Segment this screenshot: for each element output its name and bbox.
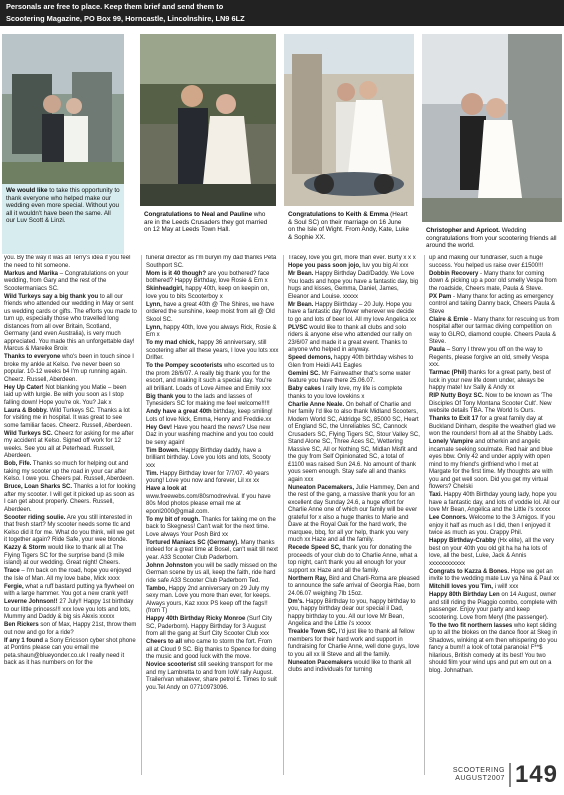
caption-title: Congratulations to Keith & Emma xyxy=(288,211,389,218)
wedding-photo-image xyxy=(422,34,562,222)
personal-ad xyxy=(4,354,137,384)
banner-line-1: Personals are free to place. Keep them brief and send them to xyxy=(6,2,224,11)
personal-ad-text: (Surf City SC, Paderborn). Happy Birthday for 3 August from all the gang at Surf City Scooter Club xxx xyxy=(146,616,273,637)
wedding-photo-image xyxy=(284,34,414,206)
personal-ad xyxy=(429,569,560,584)
personal-ad-heading: Mr Bean. xyxy=(288,301,314,308)
personal-ad-heading: Skinheadgirl, xyxy=(146,286,184,292)
personal-ad-text: Julie Hammey, Den and the rest of the gang, a massive thank you for an excellent day Sunday 24.6, a huge effort for Charlie Anne one of which our family will be ever grateful for x also a huge thanks to Marie and Dave at the Royal Oak for the hard work, the marquee, bbq, for all yor help, thank you very much xx Haze and all the family. xyxy=(288,484,420,543)
personal-ad-heading: Happy 80th Birthday Len xyxy=(429,592,500,598)
personal-ad-text: who kept sliding up to all the blokes on the dance floor at Skeg in Shadows, winking at em then whispering do you fancy a bum!! a look of total paranoia! F**$ hilarious, British comedy at its best! You two should film your wind ups and put em out on a blog. Johnathan. xyxy=(429,622,558,674)
personal-ad xyxy=(288,263,420,271)
personal-ad-heading: Leverne Johnson!! xyxy=(4,599,58,605)
personal-ad xyxy=(288,355,420,370)
personal-ad-text: Cheerz for asking for me after my accident at Kelso. Signed off work for 12 weeks. See you all at Peterhead. Russell, Aberdeen. xyxy=(4,430,134,459)
personal-ad-text: thank you for donating the proceeds of your club do to Charlie Anne, what a top night, can't thank you all enough for your support xx Haze and all the family. xyxy=(288,545,418,574)
personal-ad-text: Tracey, love you girl, more than ever. Burty x x x xyxy=(288,255,416,261)
personal-ad xyxy=(288,576,420,599)
column-1 xyxy=(0,255,141,775)
personal-ad-heading: To my mad chick, xyxy=(146,340,196,346)
personal-ad xyxy=(429,584,560,592)
personal-ad-heading: Mitchill loves you Tim, xyxy=(429,584,493,590)
personal-ad-text: Happy Birthday daddy, have a brilliant birthday. Love you lots and lots, Scooty xxx xyxy=(146,447,271,469)
personal-ad xyxy=(4,408,137,431)
personal-ad-text: have a great 40th @ The Shires, we have ordered the sunshine, keep moist from all @ Old Skool SC. xyxy=(146,301,275,323)
personal-ad xyxy=(288,629,420,659)
caption-title: Congratulations to Neal and Pauline xyxy=(144,211,253,218)
personal-ad xyxy=(429,492,560,515)
personal-ad-text: Happy Birthday Dad/Daddy. We Love You loads and hope you have a fantastic day, big hugs and kisses, Gemma, Daniel, James, Eleanor and Louise. xxxxx xyxy=(288,271,419,300)
personal-ad xyxy=(4,584,137,599)
personal-ad-heading: Mr Bean. xyxy=(288,271,314,277)
personal-ad xyxy=(288,485,420,545)
personal-ad xyxy=(146,517,279,540)
personal-ad-text: Have you heard the news? Use new Daz in your washing machine and you too could be sexy again! xyxy=(146,424,274,446)
photo-caption-1 xyxy=(2,184,124,254)
personal-ad-heading: Charlie Anne Neale. xyxy=(288,401,345,408)
personal-ad xyxy=(146,325,279,340)
personal-ad-heading: Congrats to Kazza & Bones. xyxy=(429,568,510,575)
personal-ad-heading: Lynn, xyxy=(146,324,162,331)
personal-ad-heading: Tambo, xyxy=(146,585,167,592)
personal-ad-text: and otherkin and angelic incarnate seeking soulmate. Red hair and blue eyes bbw. Only 42 and under apply with open mind to my friend's girlfriend who I met at Margate for the first time. My thoughts are with you and get well soon. Did you get my virtual flowers? Chelski xyxy=(429,439,553,490)
personal-ad-heading: Happy 40th Birthday Ricky Monroe xyxy=(146,616,246,622)
personal-ad-text: still seeking transport for me and my Lambretta to and from IoW rally August. Trailer/van whatever, share petrol £. Times to suit you.Tel Andy on 07710973096. xyxy=(146,662,277,691)
personal-ad-text: www.freewebs.com/80smodrevival. If you have 80s Mod photos please email me at eponl2000@gmail.com. xyxy=(146,493,271,515)
personal-ad xyxy=(4,568,137,583)
personal-ad xyxy=(146,302,279,325)
personal-ad-heading: Ben Rickers xyxy=(4,622,39,628)
personal-ad-heading: Speed demons, xyxy=(288,355,333,361)
personal-ad-text: who's been in touch since I broke my ankle at Kelso. I've never been so popular. 10-12 weeks b4 I'm up running again. Cheerz. Russell, Aberdeen. xyxy=(4,354,134,383)
personal-ad-text: who escorted us to the prom 28/6/07. A really big thank you for the escort, and making it such a special day. You're all brilliant. Loads of Love Aimee and Emily xxx xyxy=(146,363,275,392)
personals-columns xyxy=(0,255,564,775)
personal-ad-text: – Sorry I threw you off on the way to Regents, please forgive an old, smelly Vespa xxx. xyxy=(429,347,549,368)
personal-ad-heading: Bob, Fife. xyxy=(4,461,32,467)
personal-ad-text: happy 36 anniversary, still scootering after all these years, I love you lots xxx Drifter. xyxy=(146,340,279,361)
personal-ad-heading: Tortured Maniacs SC (Germany). xyxy=(146,539,239,546)
personal-ad xyxy=(288,255,420,263)
personal-ad-heading: Tim. xyxy=(146,470,159,477)
header-banner xyxy=(0,0,564,26)
photo-block-2 xyxy=(140,34,276,254)
personal-ad-heading: RIP Nutty Boyz SC. xyxy=(429,393,484,399)
personal-ad-text: i will! xxx xyxy=(494,584,519,590)
personal-ad-heading: Nuneaton Pacemakers xyxy=(288,659,353,666)
personal-ad xyxy=(146,540,279,563)
personal-ad xyxy=(146,394,279,409)
personal-ad xyxy=(288,271,420,301)
personal-ad xyxy=(429,592,560,622)
wedding-photo-image xyxy=(140,34,276,206)
personal-ad xyxy=(4,255,137,270)
personal-ad xyxy=(4,484,137,514)
personal-ad-heading: Mom is it 40 though? xyxy=(146,270,206,277)
personal-ad-text: Happy 2nd anniversary on 29 July my sexy man. Love you more than ever, for keeps. Always yours, Kaz xxxx PS keep off the fags!! (from T) xyxy=(146,585,271,614)
photo-caption-2 xyxy=(140,208,276,254)
column-2 xyxy=(142,255,283,775)
personal-ad-heading: Thanks to Exit 17 xyxy=(429,416,479,422)
personal-ad xyxy=(429,538,560,568)
personal-ad-heading: Hey Gev! xyxy=(146,424,173,431)
personal-ad-text: On behalf of Charlie and her family I'd like to also thank Midland Scooters, Modern World SC, Aldridge SC, 85000 SC, Heart of England SC, the Unreliables SC, Cannock Crusaders SC, Flying Tigers SC, Stour Valley SC, Stand Alone SC, Three Aces SC, Wettering Massive SC, All or Nothing SC, Midlan Misfit and the guy from Self Opinionated SC, a total of £1100 was raised Sun 24.6. No amount of thank yous seem enough. Stay safe all and thanks again xxx xyxy=(288,401,420,483)
photo-block-3 xyxy=(284,34,414,254)
caption-text: (Heart & Soul SC) on their marriage on 16 June on the Isle of Wight. From Andy, Kate, Luke & Sophie XX. xyxy=(288,211,409,241)
personal-ad xyxy=(146,639,279,662)
personal-ad-heading: PLVSC xyxy=(288,324,308,331)
personal-ad-heading: To the two fit northern lasses xyxy=(429,622,513,629)
personal-ad-heading: Fergie, xyxy=(4,583,24,590)
personal-ad xyxy=(146,448,279,471)
personal-ad xyxy=(429,255,560,270)
personal-ad-text: Not blanking you Matie – been laid up with lurgie. Be with you soon as I stop falling down! Hope you're ok. You? Jak x xyxy=(4,384,127,406)
personal-ad xyxy=(288,660,420,675)
personal-ad xyxy=(429,439,560,492)
personal-ad-heading: Andy have a great 40th xyxy=(146,409,212,415)
personal-ad-heading: Thanks to everyone xyxy=(4,354,61,360)
page-number: 149 xyxy=(514,761,558,788)
photo-block-1 xyxy=(2,34,124,254)
column-3 xyxy=(284,255,424,775)
personal-ad-heading: Baby cakes xyxy=(288,386,322,392)
personal-ad-text: would like to thank all at The Flying Tigers SC for the surprise band (3 mile island) at our wedding. Great night! Cheers. xyxy=(4,545,125,566)
personal-ad xyxy=(4,638,137,668)
photo-block-4 xyxy=(422,34,562,254)
personal-ad-text: thanks for a great party, best of luck in your new life down under, always be happy mate! luv Sally & Andy xx xyxy=(429,370,551,391)
personal-ad-heading: Laura & Bobby. xyxy=(4,407,48,414)
personal-ad-text: are you bothered? face bothered? Happy Birthday, love Rosie & Em x xyxy=(146,270,270,284)
personal-ad-text: birthday, keep smiling! Lots of love Nick, Emma, Henry and Freddie.xx xyxy=(146,409,273,423)
personal-ad-text: luv you big Al xxx xyxy=(362,263,409,269)
personal-ad-text: Now to be known as 'The Disciples Of Tony Montana Scooter Cult'. New website details TBA. The World Is Ours. xyxy=(429,393,553,414)
personal-ad xyxy=(429,393,560,416)
personal-ad xyxy=(146,425,279,448)
personal-ad-text: I'd just like to thank all fellow members for their hard work and support in fundraising for Charlie Anne, well done guys, love to you all xx lil Steve and all the family. xyxy=(288,629,420,658)
personal-ad xyxy=(146,586,279,616)
personal-ad xyxy=(4,385,137,408)
personal-ad-heading: Markus and Marika xyxy=(4,270,59,277)
column-4 xyxy=(425,255,564,775)
personal-ad-heading: Tim Bowen. xyxy=(146,447,180,454)
personal-ad-text: Many thanks indeed for a great time at Bosel, can't wait till next year. A33 Scooter Club Paderborn. xyxy=(146,539,278,561)
personal-ad-text: - Many thanx for coming down & picking up a poor old smelly Vespa from the roadside, Cheers mate, Paula & Steve. xyxy=(429,270,557,292)
personal-ad-text: for a great family day at Buckland Dinham, despite the weather! glad we won the rounders! from all at the Shabby Lads. xyxy=(429,416,556,437)
personal-ad-text: Happy 40th Birthday young lady, hope you have a fantastic day, and lots of voddie lol. All our love Mr Bean, Angelica and the Little i's xxxxx xyxy=(429,492,560,513)
personal-ad-heading: Nuneaton Pacemakers, xyxy=(288,484,355,491)
personal-ad-heading: Dobbin Recovery xyxy=(429,270,479,277)
personal-ad-heading: Wild Turkeys say a big thank you xyxy=(4,293,99,300)
caption-text: Wedding congratulations from your scootering friends all around the world. xyxy=(426,227,557,250)
personal-ad-text: Thanks so much for helping out and taking my scooter up the road in your car after Kelso. I owe you. Cheers pal. Russell, Aberdeen. xyxy=(4,461,135,482)
banner-line-2: Scootering Magazine, PO Box 99, Horncastle, Lincolnshire, LN9 6LZ xyxy=(6,14,245,23)
personal-ad-text: to the lads and lasses of Tynesiders SC for making me feel welcome!!!!! xyxy=(146,393,270,407)
personal-ad-heading: Lynn, xyxy=(146,301,162,308)
personal-ad-heading: Paula xyxy=(429,347,446,353)
personal-ad-text: would like to thank all clubs and individuals for turning xyxy=(288,659,412,673)
personal-ad-text: son of Max, Happy 21st, throw them out now and go for a ride? xyxy=(4,622,137,636)
personal-ad-text: I rally love, my life is complete thanks to you love lovekins x xyxy=(288,386,403,400)
personal-ad-heading: Tarmac (Phil) xyxy=(429,370,467,376)
personal-ad-text: Are you still interested in that fresh start? My scooter needs some tlc and Kelso did it for me. What do you think, will we get it together again? Ride Safe, your wee blonde. xyxy=(4,514,135,543)
personal-ad-heading: Northern Ray, xyxy=(288,575,328,582)
personal-ad-heading: Novice scooterist xyxy=(146,662,197,668)
personal-ad xyxy=(146,340,279,363)
footer-divider xyxy=(509,763,511,787)
personal-ad-heading: Treakle Town SC, xyxy=(288,629,338,635)
personal-ad xyxy=(429,370,560,393)
personal-ad-text: would like to thank all clubs and solo riders & anyone else who attended our rally on 23/6/07 and made it a great event. Thanks to anyone who helped in anyway. xyxy=(288,324,412,353)
personal-ad-text: Mr Fairweather that's some water feature you have there 25.06.07. xyxy=(288,370,411,384)
personal-ad xyxy=(4,294,137,354)
personal-ad-text: a Sony Ericsson cyber shot phone at Pontins please can you email me peta.shaun@blueyonder.co.uk I really need it back as it has numbers on for the xyxy=(4,637,136,666)
personal-ad-text: on 14 August, owner and still riding the Piaggio combo, complete with passenger. Enjoy your party and keep scootering. Love from Meryl (the passenger). xyxy=(429,592,558,621)
personal-ad-heading: Claire & Ernie xyxy=(429,316,469,323)
personal-ad-text: (Hx elite), all the very best on your 40th you old git ha ha ha lots of love, all the best, Luke, Jack & Annis xxxxxxxxxxxx xyxy=(429,538,555,567)
personal-ad xyxy=(288,325,420,355)
caption-text: to take this opportunity to thank everyone who helped make our wedding even more special. Without you all it wouldn't have been the same. All our Luv Scott & Linzi. xyxy=(6,187,120,225)
personal-ad xyxy=(146,286,279,301)
personal-ad-heading: Johnn Johnston xyxy=(146,562,193,569)
personal-ad-text: Happy Biirthday – 20 July. Hope you have a fantastic day flower wherever we decide to go and lots of beer lol. All my love Angelica xx xyxy=(288,301,417,323)
magazine-issue xyxy=(453,767,505,783)
personal-ad-text: happy 40th, love you always Rick, Rosie & Em x xyxy=(146,324,277,338)
personal-ad xyxy=(4,271,137,294)
personal-ad xyxy=(288,371,420,386)
personal-ad xyxy=(288,302,420,325)
personal-ad-text: you. By the way it was all Terry's idea if you feel the need to hit someone. xyxy=(4,255,131,269)
personal-ad-heading: Bruce, Loan Sharks SC. xyxy=(4,484,73,490)
personal-ad xyxy=(146,471,279,486)
personal-ad xyxy=(146,255,279,270)
personal-ad-text: up and making our fundraiser, such a huge success. You helped us raise over £1500!!! xyxy=(429,255,544,269)
personal-ad-heading: Big thank you xyxy=(146,393,186,400)
photo-caption-4 xyxy=(422,224,562,254)
photo-row xyxy=(0,34,564,254)
personal-ad xyxy=(4,599,137,622)
personal-ad-text: 27 July!! Happy 1st birthday to our little princess!!! xxx love you lots and lots, Mummy and Daddy & big sis Alexis xxxxx xyxy=(4,599,134,620)
page-footer xyxy=(453,761,558,789)
personal-ad xyxy=(146,271,279,286)
personal-ad-text: Bird and Charli-Roma are pleased to announce the safe arrival of Georgia Rae, born 24.06.07 weighing 7lb 15oz. xyxy=(288,575,420,597)
personal-ad-text: – Congratulations on your wedding, from Gary and the rest of the Scootermaniacs SC. xyxy=(4,270,129,292)
personal-ad-heading: Taxi. xyxy=(429,492,443,498)
personal-ad-heading: Lee Connors. xyxy=(429,515,468,521)
personal-ad xyxy=(429,347,560,370)
personal-ad xyxy=(288,599,420,629)
personal-ad xyxy=(146,363,279,393)
personal-ad-text: you will be sadly missed on the German scene by us all, keep the faith, ride hard ride safe A33 Scooter Club Paderborn Ted. xyxy=(146,562,278,584)
personal-ad-text: to all our friends who attended our wedding in May or sent us wedding cards or gifts. The efforts you made to turn up, especially those who travelled long distances from all over Britain, Scotland, Germany (and even Australia), is very much appreciated. You made this an unforgettable day! Marcus & Mareike Broix xyxy=(4,293,137,352)
personal-ad-heading: Gemini SC. xyxy=(288,370,321,377)
personal-ad xyxy=(429,623,560,676)
personal-ad-heading: If any 1 found xyxy=(4,637,43,644)
personal-ad xyxy=(429,271,560,294)
personal-ad-text: what a ruff bastard putting ya flywheel on with a large hammer. You got a new crank yet!! xyxy=(4,583,135,597)
personal-ad-heading: Cheers to all xyxy=(146,639,183,645)
personal-ad xyxy=(146,409,279,424)
magazine-name: SCOOTERING xyxy=(452,767,505,774)
personal-ad-heading: Scooter riding soulie. xyxy=(4,514,66,521)
personal-ad-heading: To the Pompey scooterists xyxy=(146,363,223,369)
personal-ad-heading: To my bit of rough. xyxy=(146,516,200,523)
personal-ad xyxy=(146,662,279,692)
personal-ad-text: Happy Biirthday to you, happy birthday to you, happy birthday dear our special il Dad, happy birthday to you. All our love Mr Bean, Angelica and the Little i's xxxxx xyxy=(288,598,416,627)
personal-ad-heading: Wild Turkeys SC. xyxy=(4,430,53,437)
personal-ad-text: Thanks for taking me on the back to Skegness! Can't wait for the next time. Love always Your Posh Bird xx xyxy=(146,516,276,538)
personal-ad-text: happy 40th birthday wishes to Glen from Heidi A41 Eagles xyxy=(288,355,414,369)
caption-title: Christopher and Apricot. xyxy=(426,227,500,234)
personal-ad xyxy=(4,622,137,637)
personal-ad-heading: Trace xyxy=(4,568,20,574)
caption-title: We would like xyxy=(6,187,48,194)
personal-ad xyxy=(288,386,420,401)
personal-ad-heading: Dm's. xyxy=(288,598,305,605)
personal-ad-heading: Have a look at xyxy=(146,486,187,492)
personal-ad-text: funeral director as I'm buryin my dad thanks Peta Southport SC. xyxy=(146,255,277,269)
personal-ad xyxy=(4,431,137,461)
personal-ad-text: Wild Turkeys SC. Thanks a lot for visiting me in hospital. It was great to see some familiar faces. Cheerz. Russell, Aberdeen. xyxy=(4,407,133,429)
personal-ad xyxy=(4,515,137,545)
personal-ad-text: Hope we get an invite to the wedding mate Luv ya Nina & Paul xx xyxy=(429,568,560,582)
personal-ad-heading: Recede Speed SC, xyxy=(288,545,341,551)
personal-ad xyxy=(4,545,137,568)
personal-ad-heading: Happy Birthday-Crabby xyxy=(429,538,497,544)
personal-ad-text: Welcome to the 3 Amigos. If you enjoy it half as much as I did, then I enjoyed it twice as much as you. Crappy Phil. xyxy=(429,515,555,536)
personal-ad xyxy=(4,461,137,484)
personal-ad-heading: Lonely Vampire xyxy=(429,439,474,445)
personal-ad-text: Happy Birthday lover for 7/7/07. 40 years young! Love you now and forever, Lil xx xx xyxy=(146,470,269,484)
personal-ad xyxy=(429,317,560,347)
personal-ad-text: – I'm back on the road, hope you enjoyed the Isle of Man. All my love babe, Mick xxxx xyxy=(4,568,132,582)
personal-ad xyxy=(146,616,279,639)
personal-ad-text: - Many thanx for acting as emergency control and taking Danny back, Cheers Paula & Steve xyxy=(429,293,556,315)
personal-ad xyxy=(146,563,279,586)
personal-ad-text: happy 40th, keep on keepin on, love you to bits Scooterboy x xyxy=(146,286,270,300)
personal-ad-text: Thanks a lot for looking after my scooter. I will get it picked up as soon as I can get about properly. Cheers. Russell, Aberdeen. xyxy=(4,484,136,513)
personal-ad xyxy=(429,294,560,317)
personal-ad-heading: PX Pam xyxy=(429,293,452,300)
personal-ad xyxy=(429,515,560,538)
wedding-photo-image xyxy=(2,34,124,184)
personal-ad-heading: Hope you pass soon jojo, xyxy=(288,263,361,269)
issue-date: AUGUST2007 xyxy=(455,775,505,782)
photo-caption-3 xyxy=(284,208,414,254)
personal-ad xyxy=(288,545,420,575)
caption-text: who are in the Leeds Crusaders they got married on 12 May at Leeds Town Hall. xyxy=(144,211,268,234)
personal-ad xyxy=(288,402,420,485)
personal-ad xyxy=(146,486,279,516)
personal-ad-heading: Kazzy & Storm xyxy=(4,545,47,551)
personal-ad xyxy=(429,416,560,439)
personal-ad-heading: Hey Up Cater! xyxy=(4,384,44,391)
personal-ad-text: - Many thanx for rescuing us from hospital after our tarmac diving competition on way to GLRO, diamond couple. Cheers Paula & Steve. xyxy=(429,316,560,345)
personal-ad-text: who came to storm the fort. From all at Cloud 9 SC. Big thanks to Spence for doing the music and good luck with the move. xyxy=(146,639,277,660)
